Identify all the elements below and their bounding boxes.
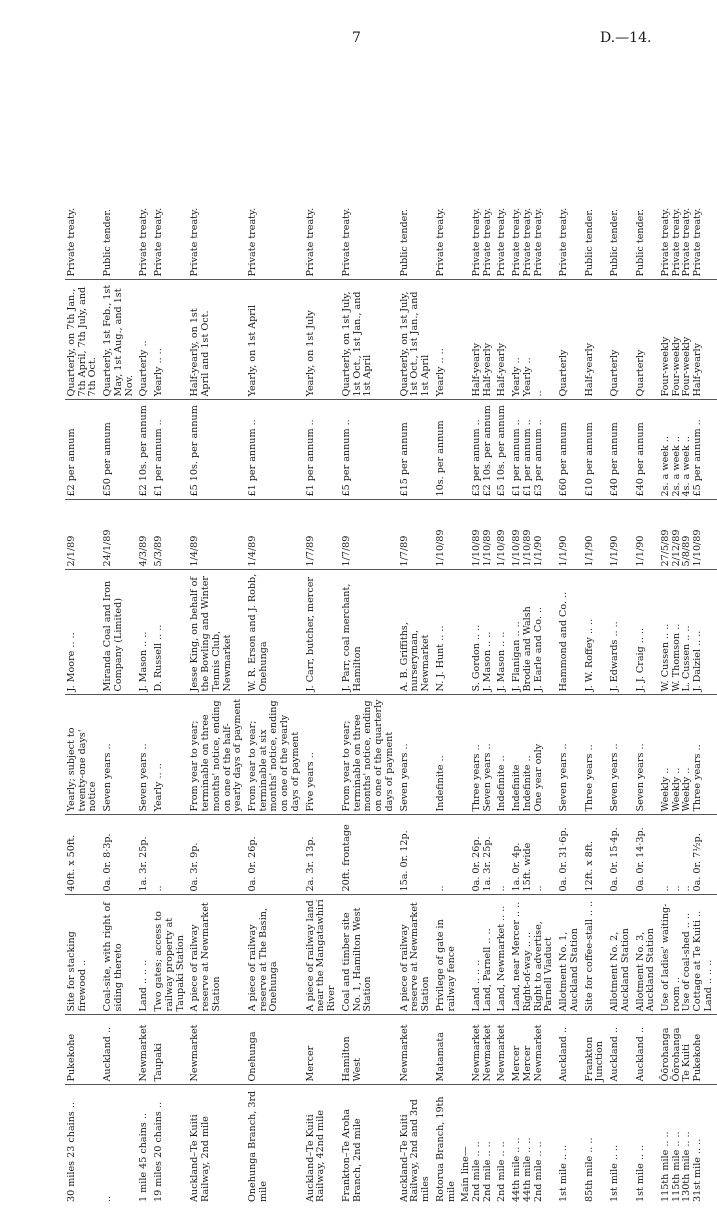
table-row xyxy=(65,60,101,1205)
rent-cell: £40 per annum xyxy=(634,400,659,500)
date-cell: 27/5/89 2/12/89 5/8/89 1/10/89 xyxy=(659,500,717,570)
date-cell: 1/10/89 xyxy=(434,500,459,570)
mileage-cell: 85th mile .. .. xyxy=(583,1137,595,1202)
mileage-cell: 1st mile .. .. xyxy=(609,1144,621,1202)
description-cell: Land, Newmarket .. .. xyxy=(495,895,510,1015)
lessee-cell: W. R. Erson and J. Robb, Onehunga xyxy=(246,570,304,695)
payable-cell: Quarterly xyxy=(634,280,659,400)
table-row xyxy=(557,60,582,1205)
mileage-cell: 19 miles 20 chains .. xyxy=(153,1102,165,1202)
tenure-cell: Three years .. Seven years .. xyxy=(459,695,495,815)
date-cell: 2/1/89 xyxy=(65,500,101,570)
description-cell: Allotment No. 3, Auckland Station xyxy=(634,895,659,1015)
rent-cell: £60 per annum xyxy=(557,400,582,500)
station-cell: Frankton Junction xyxy=(583,1015,608,1085)
table-row xyxy=(634,60,659,1205)
how-let-cell: Public tender. xyxy=(608,130,633,280)
payable-cell: Four-weekly Four-weekly Four-weekly Half-yearly xyxy=(659,280,717,400)
station-cell: Auckland .. xyxy=(608,1015,633,1085)
station-cell: Mercer xyxy=(304,1015,340,1085)
payable-cell: Quarterly xyxy=(608,280,633,400)
rent-cell: £1 per annum .. xyxy=(152,400,188,500)
how-let-cell: Public tender. xyxy=(398,130,434,280)
area-cell: .. xyxy=(495,815,510,895)
date-cell: 1/1/90 xyxy=(634,500,659,570)
tenure-cell: Five years .. xyxy=(304,695,340,815)
rent-cell: £1 per annum .. £1 per annum .. £3 per annum .. xyxy=(510,400,557,500)
area-cell: .. xyxy=(434,815,459,895)
date-cell: 1/4/89 xyxy=(188,500,246,570)
table-row xyxy=(137,60,152,1205)
table-row xyxy=(340,60,398,1205)
area-cell: 12ft. x 8ft. xyxy=(583,815,608,895)
lessee-cell: S. Gordon .. .. J. Mason .. .. xyxy=(459,570,495,695)
rent-cell: £1 per annum .. xyxy=(304,400,340,500)
lessee-cell: J. Moore .. .. xyxy=(65,570,101,695)
lessee-cell: J. W. Roffey .. .. xyxy=(583,570,608,695)
payable-cell: Quarterly xyxy=(557,280,582,400)
how-let-cell: Private treaty. xyxy=(246,130,304,280)
rent-cell: 2s. a week .. 2s. a week .. 4s. a week .. £5 per annum .. xyxy=(659,400,717,500)
table-row xyxy=(398,60,434,1205)
station-cell: Taupaki xyxy=(152,1015,188,1085)
area-cell: 2a. 3r. 13p. xyxy=(304,815,340,895)
lessee-cell: Hammond and Co. .. xyxy=(557,570,582,695)
station-cell: Newmarket xyxy=(495,1015,510,1085)
station-cell: Auckland .. xyxy=(634,1015,659,1085)
rent-cell: £2 10s. per annum xyxy=(137,400,152,500)
mileage-cell: Onehunga Branch, 3rd mile xyxy=(247,1090,269,1202)
station-cell: Newmarket xyxy=(188,1015,246,1085)
payable-cell: Quarterly .. xyxy=(137,280,152,400)
rent-cell: £5 10s. per annum xyxy=(495,400,510,500)
tenure-cell: From year to year; terminable at six months' notice, ending on one of the yearly days of payment xyxy=(246,695,304,815)
table-row xyxy=(188,60,246,1205)
area-cell: .. xyxy=(152,815,188,895)
description-cell: Site for stacking firewood .. xyxy=(65,895,101,1015)
rent-cell: £2 per annum xyxy=(65,400,101,500)
mileage-cell: Rotorua Branch, 19th mile xyxy=(434,1096,457,1202)
page-number: 7 xyxy=(352,30,361,46)
tenure-cell: From year to year; terminable on three months' notice, ending on one of the quarterly days of payment xyxy=(340,695,398,815)
how-let-cell: Private treaty. Private treaty. xyxy=(459,130,495,280)
date-cell: 1/7/89 xyxy=(398,500,434,570)
date-cell: 1/7/89 xyxy=(340,500,398,570)
rent-cell: £50 per annum xyxy=(101,400,137,500)
description-cell: Two gates; access to railway property at Taupaki Station xyxy=(152,895,188,1015)
description-cell: A piece of railway reserve at Newmarket Station xyxy=(398,895,434,1015)
payable-cell: Yearly, on 1st July xyxy=(304,280,340,400)
station-cell: Onehunga xyxy=(246,1015,304,1085)
date-cell: 1/1/90 xyxy=(608,500,633,570)
payable-cell: Quarterly, on 1st July, 1st Oct., 1st Jan., and 1st April xyxy=(398,280,434,400)
area-cell: 15a. 0r. 12p. xyxy=(398,815,434,895)
document-reference: D.—14. xyxy=(600,30,652,46)
lessee-cell: J. J. Craig .. .. xyxy=(634,570,659,695)
description-cell: Coal and timber site No. 1, Hamilton West Station xyxy=(340,895,398,1015)
mileage-cell: 2nd mile .. .. xyxy=(496,1141,508,1202)
payable-cell: Quarterly, 1st Feb., 1st May, 1st Aug., and 1st Nov. xyxy=(101,280,137,400)
tenure-cell: Yearly; subject to twenty-one days' notice xyxy=(65,695,101,815)
rent-cell: £1 per annum .. xyxy=(246,400,304,500)
table-row xyxy=(101,60,137,1205)
table-row xyxy=(583,60,608,1205)
area-cell: .. .. .. 0a. 0r. 7½p. xyxy=(659,815,717,895)
date-cell: 1/1/90 xyxy=(557,500,582,570)
description-cell: Privilege of gate in railway fence xyxy=(434,895,459,1015)
description-cell: A piece of railway reserve at The Basin, Onehunga xyxy=(246,895,304,1015)
date-cell: 1/10/89 xyxy=(495,500,510,570)
payable-cell: Yearly .. .. xyxy=(434,280,459,400)
payable-cell: Yearly .. .. xyxy=(152,280,188,400)
date-cell: 1/10/89 1/10/89 1/1/90 xyxy=(510,500,557,570)
how-let-cell: Public tender. xyxy=(101,130,137,280)
how-let-cell: Private treaty. xyxy=(495,130,510,280)
station-cell: Ōōrohanga Ōōrohanga Te Kuiti Pukekohe xyxy=(659,1015,717,1085)
description-cell: A piece of railway reserve at Newmarket Station xyxy=(188,895,246,1015)
mileage-cell: Auckland–Te Kuiti Railway, 2nd mile xyxy=(189,1114,212,1202)
tenure-cell: Seven years .. xyxy=(137,695,152,815)
table-row xyxy=(434,60,459,1205)
lessee-cell: J. Mason .. .. xyxy=(137,570,152,695)
tenure-cell: Indefinite .. xyxy=(495,695,510,815)
how-let-cell: Private treaty. xyxy=(340,130,398,280)
area-cell: 0a. 0r. 8·3p. xyxy=(101,815,137,895)
mileage-cell: .. xyxy=(102,1195,114,1202)
table-row xyxy=(152,60,188,1205)
area-cell: 0a. 0r. 26p. xyxy=(246,815,304,895)
tenure-cell: Indefinite Indefinite .. One year only xyxy=(510,695,557,815)
tenure-cell: Seven years .. xyxy=(557,695,582,815)
lessee-cell: A. B. Griffiths, nurseryman, Newmarket xyxy=(398,570,434,695)
table-row xyxy=(495,60,510,1205)
leases-table xyxy=(65,60,717,1205)
rent-cell: 10s. per annum xyxy=(434,400,459,500)
payable-cell: Half-yearly xyxy=(583,280,608,400)
table-row xyxy=(608,60,633,1205)
description-cell: Allotment No. 2, Auckland Station xyxy=(608,895,633,1015)
description-cell: Land, near Mercer .. .. Right-of-way .. .. Right to advertise, Parnell Viaduct xyxy=(510,895,557,1015)
mileage-cell: Auckland–Te Kuiti Railway, 2nd and 3rd miles xyxy=(398,1099,432,1202)
station-cell: Hamilton West xyxy=(340,1015,398,1085)
lessee-cell: N. J. Hunt .. .. xyxy=(434,570,459,695)
description-cell: Site for coffee-stall .. .. xyxy=(583,895,608,1015)
how-let-cell: Private treaty. xyxy=(188,130,246,280)
date-cell: 1/7/89 xyxy=(304,500,340,570)
how-let-cell: Private treaty. xyxy=(557,130,582,280)
lessee-cell: J. Parr, coal merchant, Hamilton xyxy=(340,570,398,695)
mileage-cell: 1 mile 45 chains .. xyxy=(138,1113,150,1202)
table-row xyxy=(659,60,717,1205)
tenure-cell: Seven years .. xyxy=(608,695,633,815)
mileage-cell: 1st mile .. .. xyxy=(634,1144,646,1202)
description-cell: Land .. .. .. Land, Parnell .. .. xyxy=(459,895,495,1015)
lessee-cell: Jesse King, on behalf of the Bowling and Winter Tennis Club, Newmarket xyxy=(188,570,246,695)
tenure-cell: Seven years .. xyxy=(101,695,137,815)
mileage-cell: 30 miles 23 chains .. xyxy=(66,1102,77,1202)
tenure-cell: From year to year; terminable on three months' notice, ending on one of the half-yearly days of payment xyxy=(188,695,246,815)
area-cell: 20ft. frontage xyxy=(340,815,398,895)
date-cell: 24/1/89 xyxy=(101,500,137,570)
date-cell: 1/1/90 xyxy=(583,500,608,570)
station-cell: Newmarket xyxy=(137,1015,152,1085)
rent-cell: £10 per annum xyxy=(583,400,608,500)
payable-cell: Quarterly, on 7th Jan., 7th April, 7th July, and 7th Oct. xyxy=(65,280,101,400)
how-let-cell: Private treaty. xyxy=(65,130,101,280)
payable-cell: Half-yearly Half-yearly xyxy=(459,280,495,400)
area-cell: 40ft. x 50ft. xyxy=(65,815,101,895)
area-cell: 0a. 0r. 14·3p. xyxy=(634,815,659,895)
table-row xyxy=(304,60,340,1205)
area-cell: 0a. 0r. 31·6p. xyxy=(557,815,582,895)
area-cell: 0a. 0r. 26p. 1a. 3r. 25p. xyxy=(459,815,495,895)
description-cell: Coal-site, with right of siding thereto xyxy=(101,895,137,1015)
date-cell: 1/4/89 xyxy=(246,500,304,570)
area-cell: 0a. 3r. 9p. xyxy=(188,815,246,895)
rent-cell: £40 per annum xyxy=(608,400,633,500)
description-cell: A piece of railway land near the Mangatawhiri River xyxy=(304,895,340,1015)
lessee-cell: Miranda Coal and Iron Company (Limited) xyxy=(101,570,137,695)
how-let-cell: Private treaty. xyxy=(152,130,188,280)
tenure-cell: Three years .. xyxy=(583,695,608,815)
tenure-cell: Seven years .. xyxy=(634,695,659,815)
tenure-cell: Weekly .. Weekly .. Weekly .. Three years .. xyxy=(659,695,717,815)
rent-cell: £15 per annum xyxy=(398,400,434,500)
how-let-cell: Private treaty. Private treaty. Private treaty. Private treaty. xyxy=(659,130,717,280)
station-cell: Mercer Mercer Newmarket xyxy=(510,1015,557,1085)
payable-cell: Half-yearly xyxy=(495,280,510,400)
how-let-cell: Private treaty. xyxy=(304,130,340,280)
tenure-cell: Yearly .. .. xyxy=(152,695,188,815)
table-row xyxy=(459,60,495,1205)
mileage-cell: 44th mile .. .. 44th mile .. .. 2nd mile .. .. xyxy=(511,1137,544,1202)
tenure-cell: Indefinite .. xyxy=(434,695,459,815)
mileage-cell: Auckland–Te Kuiti Railway, 42nd mile xyxy=(304,1110,327,1202)
lessee-cell: J. Mason .. .. xyxy=(495,570,510,695)
description-cell: Land .. .. .. xyxy=(137,895,152,1015)
mileage-cell: Frankton–Te Aroha Branch, 2nd mile xyxy=(340,1108,363,1202)
area-cell: 1a. 3r. 25p. xyxy=(137,815,152,895)
lessee-cell: J. Carr, butcher, mercer xyxy=(304,570,340,695)
rent-cell: £5 10s. per annum xyxy=(188,400,246,500)
date-cell: 5/3/89 xyxy=(152,500,188,570)
how-let-cell: Public tender. xyxy=(634,130,659,280)
area-cell: 1a. 0r. 4p. 15ft. wide .. xyxy=(510,815,557,895)
payable-cell: Yearly .. Yearly .. .. xyxy=(510,280,557,400)
how-let-cell: Public tender. xyxy=(583,130,608,280)
area-cell: 0a. 0r. 15·4p. xyxy=(608,815,633,895)
station-cell: Pukekohe xyxy=(65,1015,101,1085)
rent-cell: £3 per annum .. £2 10s. per annum xyxy=(459,400,495,500)
mileage-cell: 1st mile .. .. xyxy=(558,1144,570,1202)
table-body xyxy=(65,60,717,1205)
description-cell: Use of ladies' waiting-room .. Use of coal-shed .. .. Cottage at Te Kuiti .. Land .. .. .. xyxy=(659,895,717,1015)
station-cell: Newmarket xyxy=(398,1015,434,1085)
how-let-cell: Private treaty. xyxy=(434,130,459,280)
station-cell: Auckland .. xyxy=(557,1015,582,1085)
rotated-table-container xyxy=(65,60,714,1205)
date-cell: 1/10/89 1/10/89 xyxy=(459,500,495,570)
lessee-cell: J. Edwards .. .. xyxy=(608,570,633,695)
table-row xyxy=(510,60,557,1205)
lessee-cell: J. Flanigan .. .. Brodie and Walsh J. Earle and Co. .. xyxy=(510,570,557,695)
rent-cell: £5 per annum .. xyxy=(340,400,398,500)
date-cell: 4/3/89 xyxy=(137,500,152,570)
payable-cell: Quarterly, on 1st July, 1st Oct., 1st Jan., and 1st April xyxy=(340,280,398,400)
payable-cell: Yearly, on 1st April xyxy=(246,280,304,400)
payable-cell: Half-yearly, on 1st April and 1st Oct. xyxy=(188,280,246,400)
station-cell: Auckland .. xyxy=(101,1015,137,1085)
description-cell: Allotment No. 1, Auckland Station xyxy=(557,895,582,1015)
table-row xyxy=(246,60,304,1205)
tenure-cell: Seven years .. xyxy=(398,695,434,815)
mileage-cell: Main line— 2nd mile .. .. 2nd mile .. .. xyxy=(460,1141,493,1202)
lessee-cell: W. Cussen .. .. W. Thomson .. L. Cussen .. .. J. Dalziel .. .. xyxy=(659,570,717,695)
how-let-cell: Private treaty. Private treaty. Private treaty. xyxy=(510,130,557,280)
how-let-cell: Private treaty. xyxy=(137,130,152,280)
mileage-cell: 115th mile .. .. 115th mile .. .. 130th mile .. .. 31st mile .. .. xyxy=(659,1131,704,1202)
lessee-cell: D. Russell .. .. xyxy=(152,570,188,695)
station-cell: Newmarket Newmarket xyxy=(459,1015,495,1085)
station-cell: Matamata xyxy=(434,1015,459,1085)
